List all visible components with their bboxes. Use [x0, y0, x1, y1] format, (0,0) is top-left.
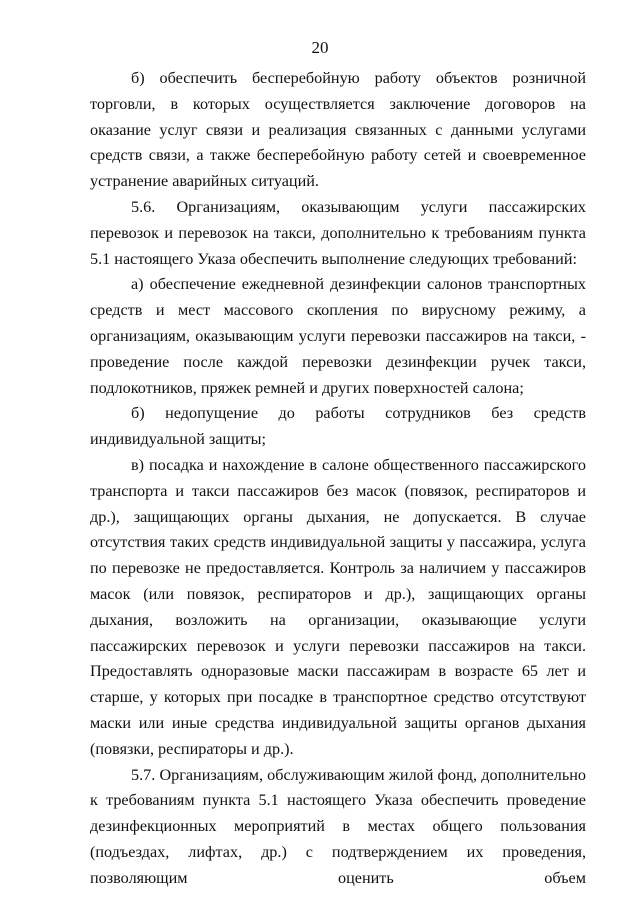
page-number: 20: [311, 38, 329, 57]
paragraph-item-v-masks: в) посадка и нахождение в салоне общественного пассажирского транспорта и такси пассажиров без масок (повязок, респираторов и др.), защищающих органы дыхания, не допускается. В случае отсутствия таких средств индивидуальной защиты у пассажира, услуга по перевозке не предоставляется. Контроль за наличием у пассажиров масок (или повязок, респираторов и др.), защищающих органы дыхания, возложить на организации, оказывающие услуги пассажирских перевозок и услуги перевозки пассажиров на такси. Предоставлять одноразовые маски пассажирам в возрасте 65 лет и старше, у которых при посадке в транспортное средство отсутствуют маски или иные средства индивидуальной защиты органов дыхания (повязки, респираторы и др.).: [90, 455, 586, 758]
paragraph-5-6: 5.6. Организациям, оказывающим услуги пассажирских перевозок и перевозок на такси, дополнительно к требованиям пункта 5.1 настоящего Указа обеспечить выполнение следующих требований:: [90, 197, 586, 268]
document-body: [90, 66, 586, 892]
paragraph-item-b-protection: б) недопущение до работы сотрудников без средств индивидуальной защиты;: [90, 404, 586, 449]
paragraph-item-b-retail: б) обеспечить бесперебойную работу объектов розничной торговли, в которых осуществляется заключение договоров на оказание услуг связи и реализация связанных с данными услугами средств связи, а также бесперебойную работу сетей и своевременное устранение аварийных ситуаций.: [90, 69, 586, 191]
paragraph-item-a-disinfection: а) обеспечение ежедневной дезинфекции салонов транспортных средств и мест массового скопления по вирусному режиму, а организациям, оказывающим услуги перевозки пассажиров на такси, - проведение после каждой перевозки дезинфекции ручек такси, подлокотников, пряжек ремней и других поверхностей салона;: [90, 275, 586, 397]
paragraph-5-7: 5.7. Организациям, обслуживающим жилой фонд, дополнительно к требованиям пункта 5.1 настоящего Указа обеспечить проведение дезинфекционных мероприятий в местах общего пользования (подъездах, лифтах, др.) с подтверждением их проведения, позволяющим оценить объем: [90, 765, 586, 887]
